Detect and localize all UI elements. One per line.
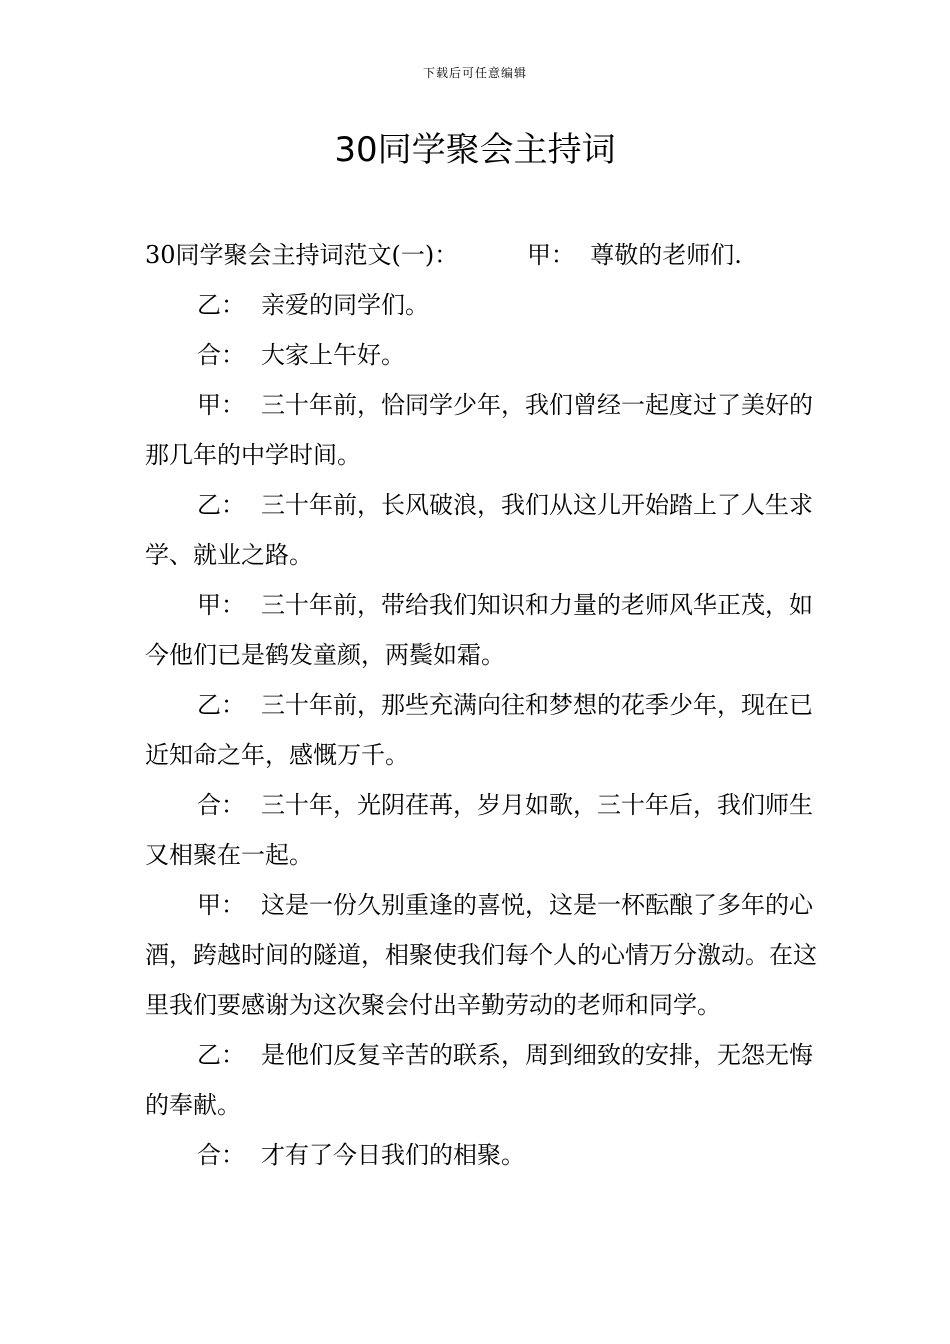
dialogue-text: 是他们反复辛苦的联系，周到细致的安排，无怨无悔的奉献。: [145, 1041, 813, 1119]
intro-speaker: 甲：: [526, 241, 575, 269]
dialogue-text: 三十年前，恰同学少年，我们曾经一起度过了美好的那几年的中学时间。: [145, 391, 813, 469]
page-header-note: 下载后可任意编辑: [422, 66, 527, 80]
dialogue-text: 才有了今日我们的相聚。: [261, 1141, 525, 1169]
dialogue-paragraph: [145, 280, 835, 330]
dialogue-paragraph: [145, 680, 835, 780]
speaker-label: 合：: [197, 791, 245, 819]
dialogue-paragraph: [145, 780, 835, 880]
dialogue-text: 三十年前，长风破浪，我们从这儿开始踏上了人生求学、就业之路。: [145, 491, 813, 569]
dialogue-paragraph: [145, 380, 835, 480]
dialogue-text: 三十年，光阴荏苒，岁月如歌，三十年后，我们师生又相聚在一起。: [145, 791, 813, 869]
speaker-label: 甲：: [197, 391, 245, 419]
document-body: [145, 230, 835, 1180]
speaker-label: 甲：: [197, 891, 245, 919]
speaker-label: 甲：: [197, 591, 245, 619]
intro-lead: 30同学聚会主持词范文(一)：: [145, 241, 459, 269]
intro-text: 尊敬的老师们.: [590, 241, 742, 269]
dialogue-paragraph: [145, 1130, 835, 1180]
speaker-label: 乙：: [197, 691, 245, 719]
speaker-label: 合：: [197, 1141, 245, 1169]
speaker-label: 乙：: [197, 1041, 245, 1069]
dialogue-text: 这是一份久别重逢的喜悦，这是一杯酝酿了多年的心酒，跨越时间的隧道，相聚使我们每个人的心情万分激动。在这里我们要感谢为这次聚会付出辛勤劳动的老师和同学。: [145, 891, 817, 1019]
intro-paragraph: [145, 230, 835, 280]
speaker-label: 合：: [197, 341, 245, 369]
dialogue-text: 亲爱的同学们。: [261, 291, 429, 319]
speaker-label: 乙：: [197, 291, 245, 319]
dialogue-text: 三十年前，那些充满向往和梦想的花季少年，现在已近知命之年，感慨万千。: [145, 691, 813, 769]
dialogue-paragraph: [145, 480, 835, 580]
dialogue-paragraph: [145, 880, 835, 1030]
dialogue-text: 大家上午好。: [261, 341, 405, 369]
dialogue-text: 三十年前，带给我们知识和力量的老师风华正茂，如今他们已是鹤发童颜，两鬓如霜。: [145, 591, 813, 669]
speaker-label: 乙：: [197, 491, 245, 519]
document-title: 30同学聚会主持词: [334, 130, 616, 170]
dialogue-paragraph: [145, 1030, 835, 1130]
dialogue-paragraph: [145, 330, 835, 380]
dialogue-paragraph: [145, 580, 835, 680]
